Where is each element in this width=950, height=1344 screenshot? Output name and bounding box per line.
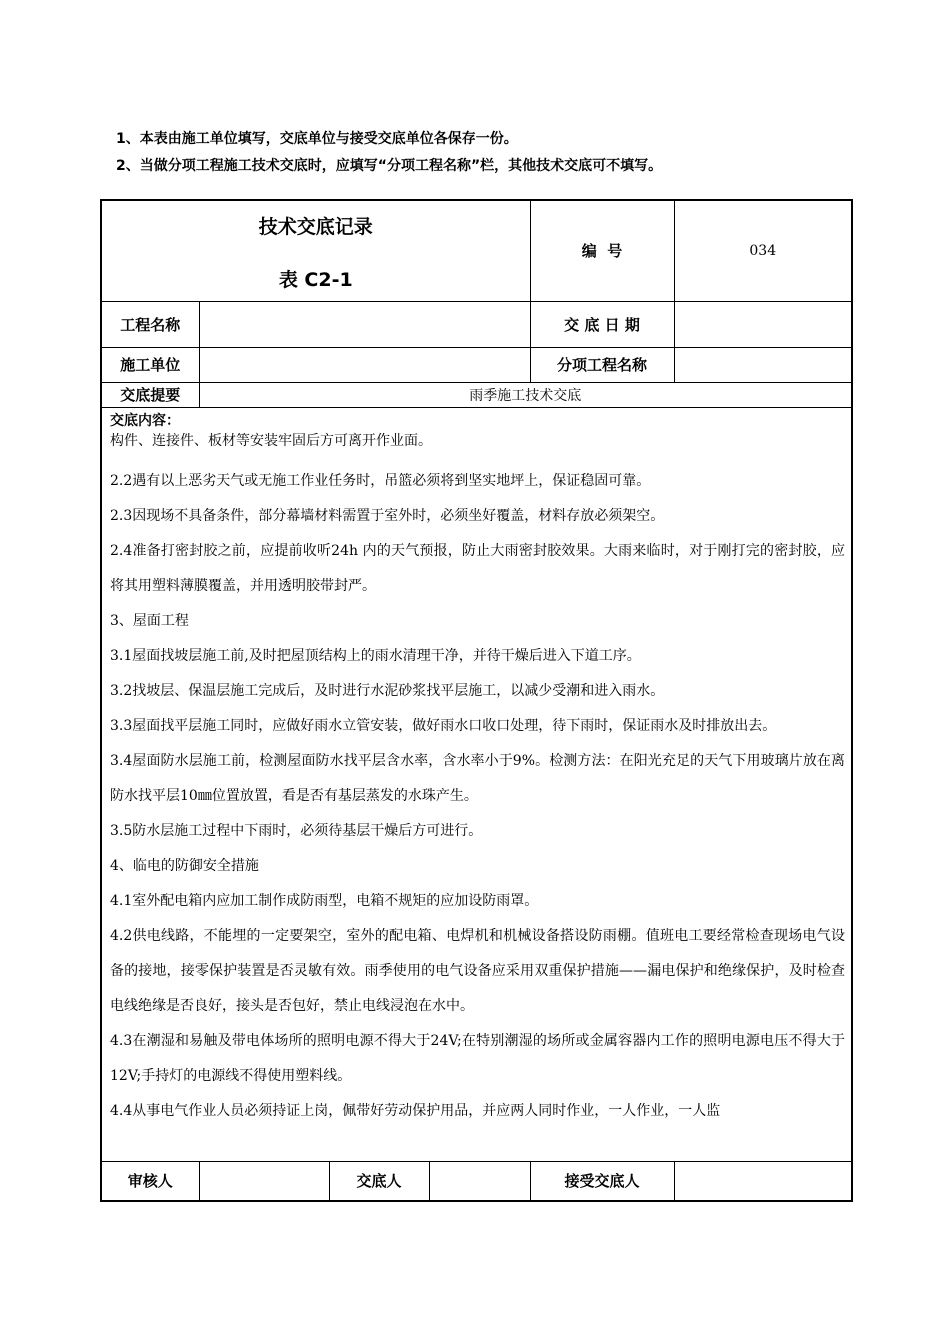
content-paragraph: 3.1屋面找坡层施工前,及时把屋顶结构上的雨水清理干净，并待干燥后进入下道工序。: [110, 647, 641, 664]
content-body: [110, 430, 845, 1129]
subproject-name-label: 分项工程名称: [530, 347, 674, 382]
disclosure-content: [101, 407, 852, 1161]
content-heading: 交底内容：: [110, 412, 180, 429]
content-paragraph: 2.2遇有以上恶劣天气或无施工作业任务时，吊篮必须将到坚实地坪上，保证稳固可靠。: [110, 472, 651, 489]
receiver-label: 接受交底人: [530, 1161, 674, 1201]
content-paragraph: 4.4从事电气作业人员必须持证上岗，佩带好劳动保护用品，并应两人同时作业，一人作业，一人监: [110, 1102, 721, 1119]
contractor-label: 施工单位: [101, 347, 199, 382]
disclosure-date-field[interactable]: [674, 301, 852, 347]
form-number: 表 C2-1: [278, 268, 353, 291]
contractor-field[interactable]: [199, 347, 530, 382]
instruction-1: 1、本表由施工单位填写，交底单位与接受交底单位各保存一份。: [116, 131, 518, 147]
project-name-field[interactable]: [199, 301, 530, 347]
content-paragraph: 3.2找坡层、保温层施工完成后，及时进行水泥砂浆找平层施工，以减少受潮和进入雨水。: [110, 682, 665, 699]
content-paragraph: 3、屋面工程: [110, 612, 189, 629]
form-title-cell: [101, 200, 530, 301]
disclosure-date-label: 交 底 日 期: [530, 301, 674, 347]
disclosure-form: [100, 199, 853, 1202]
content-paragraph: 3.4屋面防水层施工前，检测屋面防水找平层含水率，含水率小于9%。检测方法：在阳光充足的天气下用玻璃片放在离防水找平层10㎜位置放置，看是否有基层蒸发的水珠产生。: [110, 752, 846, 804]
summary-value: 雨季施工技术交底: [199, 382, 852, 407]
content-paragraph: 4.2供电线路，不能埋的一定要架空，室外的配电箱、电焊机和机械设备搭设防雨棚。值班电工要经常检查现场电气设备的接地，接零保护装置是否灵敏有效。雨季使用的电气设备应采用双重保护措施——漏电保护和绝缘保护，及时检查电线绝缘是否良好，接头是否包好，禁止电线浸泡在水中。: [110, 927, 846, 1014]
instruction-2: 2、当做分项工程施工技术交底时，应填写“分项工程名称”栏，其他技术交底可不填写。: [116, 158, 663, 174]
serial-label: 编 号: [530, 200, 674, 301]
summary-label: 交底提要: [101, 382, 199, 407]
reviewer-field[interactable]: [199, 1161, 329, 1201]
content-paragraph: 2.4准备打密封胶之前，应提前收听24h 内的天气预报，防止大雨密封胶效果。大雨来临时，对于刚打完的密封胶，应将其用塑料薄膜覆盖，并用透明胶带封严。: [110, 542, 846, 594]
form-title: 技术交底记录: [258, 215, 373, 238]
content-paragraph: 2.3因现场不具备条件，部分幕墙材料需置于室外时，必须坐好覆盖，材料存放必须架空。: [110, 507, 665, 524]
content-paragraph: 构件、连接件、板材等安装牢固后方可离开作业面。: [110, 432, 432, 449]
serial-value: 034: [674, 200, 852, 301]
content-paragraph: 4、临电的防御安全措施: [110, 857, 259, 874]
instructions: [116, 126, 662, 180]
content-paragraph: 4.1室外配电箱内应加工制作成防雨型，电箱不规矩的应加设防雨罩。: [110, 892, 539, 909]
content-paragraph: 3.3屋面找平层施工同时，应做好雨水立管安装，做好雨水口收口处理，待下雨时，保证雨水及时排放出去。: [110, 717, 777, 734]
content-paragraph: 3.5防水层施工过程中下雨时，必须待基层干燥后方可进行。: [110, 822, 483, 839]
reviewer-label: 审核人: [101, 1161, 199, 1201]
discloser-label: 交底人: [329, 1161, 429, 1201]
receiver-field[interactable]: [674, 1161, 852, 1201]
content-paragraph: 4.3在潮湿和易触及带电体场所的照明电源不得大于24V;在特别潮湿的场所或金属容器内工作的照明电源电压不得大于12V;手持灯的电源线不得使用塑料线。: [110, 1032, 846, 1084]
project-name-label: 工程名称: [101, 301, 199, 347]
discloser-field[interactable]: [429, 1161, 530, 1201]
subproject-name-field[interactable]: [674, 347, 852, 382]
